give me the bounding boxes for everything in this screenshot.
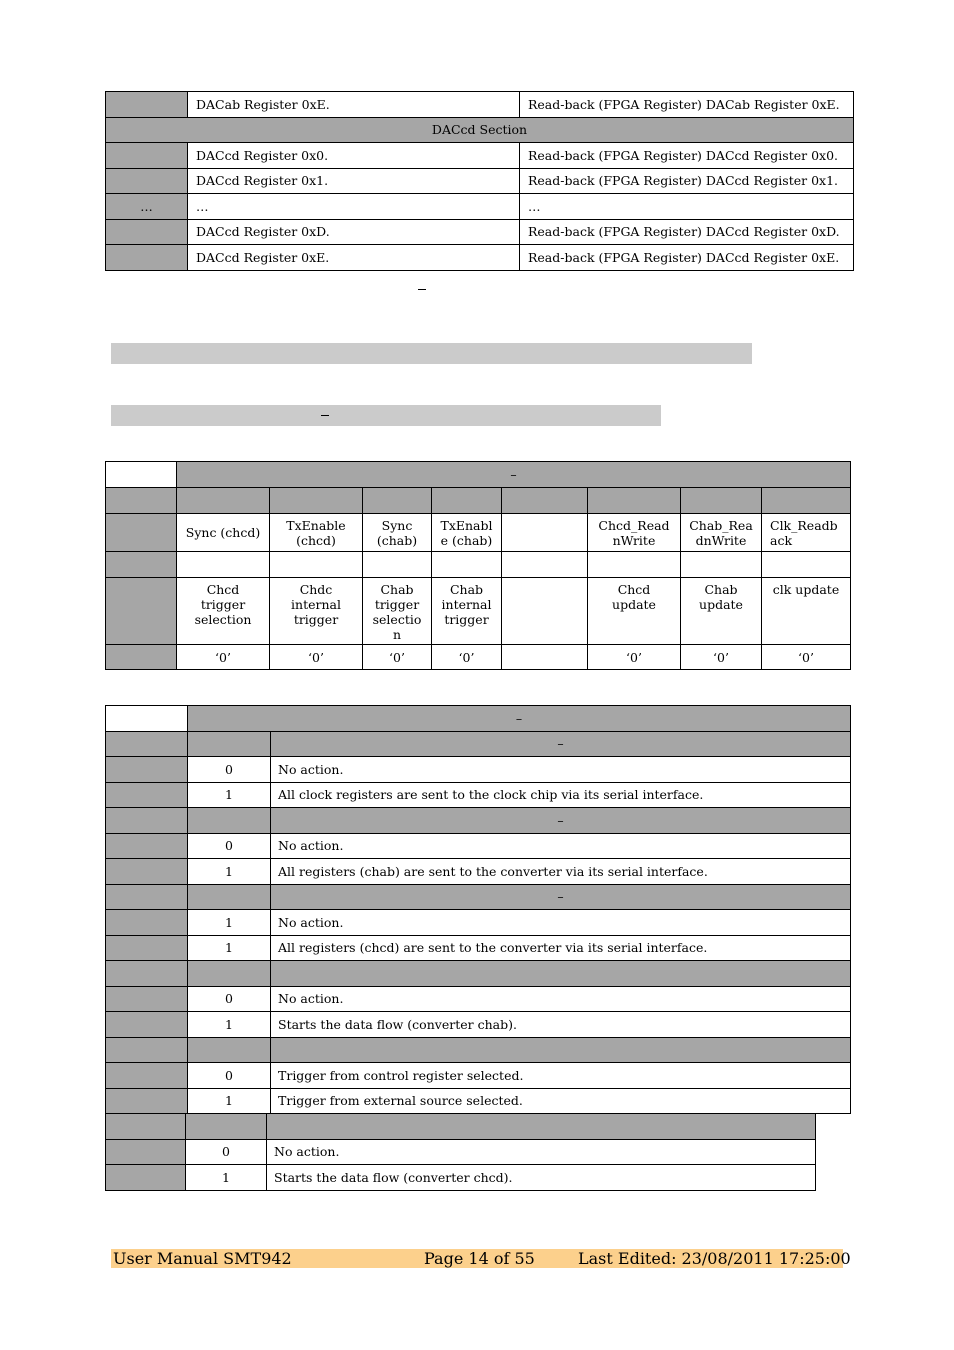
setting-description: No action. bbox=[271, 757, 851, 783]
bit-description: Chcd update bbox=[588, 578, 681, 645]
setting-value: 1 bbox=[188, 910, 271, 936]
caption-dash bbox=[418, 289, 426, 290]
row-label bbox=[106, 488, 177, 514]
setting-description: No action. bbox=[271, 833, 851, 859]
setting-value: 1 bbox=[188, 935, 271, 961]
table-row bbox=[106, 935, 851, 961]
row-label bbox=[106, 514, 177, 552]
readback-cell: Read-back (FPGA Register) DACcd Register 0xD. bbox=[520, 219, 854, 245]
setting-value: 1 bbox=[188, 782, 271, 808]
group-header-row bbox=[106, 808, 851, 834]
setting-description: Trigger from control register selected. bbox=[271, 1063, 851, 1089]
table-row bbox=[106, 245, 854, 271]
setting-value: 1 bbox=[188, 1088, 271, 1114]
address-cell bbox=[106, 92, 188, 118]
group-title bbox=[271, 961, 851, 987]
group-title bbox=[267, 1114, 816, 1140]
heading-dash bbox=[321, 415, 329, 416]
group-title: – bbox=[271, 808, 851, 834]
setting-value: 1 bbox=[188, 1012, 271, 1038]
default-value: ‘0’ bbox=[432, 645, 502, 670]
table-row bbox=[106, 782, 851, 808]
bit-settings-table bbox=[105, 705, 851, 1114]
section-heading-bar bbox=[111, 343, 752, 364]
bit-description bbox=[502, 578, 588, 645]
setting-value: 1 bbox=[186, 1165, 267, 1191]
bit-description: Chcd trigger selection bbox=[177, 578, 270, 645]
corner-cell bbox=[106, 462, 177, 488]
group-title bbox=[271, 1037, 851, 1063]
row-label bbox=[106, 645, 177, 670]
bit-name: TxEnable (chcd) bbox=[270, 514, 363, 552]
setting-description: No action. bbox=[271, 986, 851, 1012]
table-row bbox=[106, 1139, 816, 1165]
subsection-heading-bar bbox=[111, 405, 661, 426]
row-label bbox=[106, 552, 177, 578]
address-cell bbox=[106, 143, 188, 169]
group-title: – bbox=[271, 884, 851, 910]
setting-value: 0 bbox=[186, 1139, 267, 1165]
table-row bbox=[106, 1063, 851, 1089]
bit-number-row bbox=[106, 488, 851, 514]
setting-description: No action. bbox=[271, 910, 851, 936]
register-cell: DACab Register 0xE. bbox=[188, 92, 520, 118]
group-header-row bbox=[106, 961, 851, 987]
group-header-row bbox=[106, 884, 851, 910]
default-value: ‘0’ bbox=[177, 645, 270, 670]
table-row bbox=[106, 194, 854, 220]
bit-name bbox=[502, 514, 588, 552]
setting-description: All registers (chab) are sent to the converter via its serial interface. bbox=[271, 859, 851, 885]
bit-name: Chcd_Read nWrite bbox=[588, 514, 681, 552]
setting-description: Trigger from external source selected. bbox=[271, 1088, 851, 1114]
section-row bbox=[106, 117, 854, 143]
page-footer bbox=[111, 1249, 851, 1268]
group-header-row bbox=[106, 731, 851, 757]
table-row bbox=[106, 859, 851, 885]
readback-cell: Read-back (FPGA Register) DACcd Register 0x1. bbox=[520, 168, 854, 194]
address-cell: … bbox=[106, 194, 188, 220]
readback-cell: Read-back (FPGA Register) DACcd Register 0xE. bbox=[520, 245, 854, 271]
address-cell bbox=[106, 168, 188, 194]
table-row bbox=[106, 757, 851, 783]
setting-description: Starts the data flow (converter chab). bbox=[271, 1012, 851, 1038]
setting-value: 0 bbox=[188, 986, 271, 1012]
dac-register-table bbox=[105, 91, 854, 271]
corner-cell bbox=[106, 706, 188, 732]
table-row bbox=[106, 986, 851, 1012]
bit-name: Sync (chcd) bbox=[177, 514, 270, 552]
address-cell bbox=[106, 245, 188, 271]
table-row bbox=[106, 1012, 851, 1038]
setting-description: Starts the data flow (converter chcd). bbox=[267, 1165, 816, 1191]
group-header-row bbox=[106, 1114, 816, 1140]
empty-row bbox=[106, 552, 851, 578]
bit-description: Chab update bbox=[681, 578, 762, 645]
table-row bbox=[106, 143, 854, 169]
bit-description: Chab trigger selectio n bbox=[363, 578, 432, 645]
register-cell: DACcd Register 0x1. bbox=[188, 168, 520, 194]
setting-description: All clock registers are sent to the clock chip via its serial interface. bbox=[271, 782, 851, 808]
bit-name: TxEnabl e (chab) bbox=[432, 514, 502, 552]
table-row bbox=[106, 168, 854, 194]
footer-last-edited: Last Edited: 23/08/2011 17:25:00 bbox=[578, 1249, 851, 1268]
default-value bbox=[502, 645, 588, 670]
setting-description: No action. bbox=[267, 1139, 816, 1165]
readback-cell: Read-back (FPGA Register) DACcd Register 0x0. bbox=[520, 143, 854, 169]
register-cell: DACcd Register 0xD. bbox=[188, 219, 520, 245]
default-value: ‘0’ bbox=[270, 645, 363, 670]
table-row bbox=[106, 92, 854, 118]
readback-cell: … bbox=[520, 194, 854, 220]
setting-value: 0 bbox=[188, 757, 271, 783]
bit-settings-table-continued bbox=[105, 1113, 816, 1191]
register-cell: … bbox=[188, 194, 520, 220]
footer-manual-title: User Manual SMT942 bbox=[113, 1249, 292, 1268]
default-value: ‘0’ bbox=[681, 645, 762, 670]
register-title: – bbox=[177, 462, 851, 488]
bit-name: Sync (chab) bbox=[363, 514, 432, 552]
table-row bbox=[106, 219, 854, 245]
bit-description: Chdc internal trigger bbox=[270, 578, 363, 645]
table-row bbox=[106, 1088, 851, 1114]
group-header-row bbox=[106, 1037, 851, 1063]
readback-cell: Read-back (FPGA Register) DACab Register 0xE. bbox=[520, 92, 854, 118]
setting-value: 0 bbox=[188, 833, 271, 859]
bit-name: Clk_Readb ack bbox=[762, 514, 851, 552]
default-row bbox=[106, 645, 851, 670]
table-row bbox=[106, 910, 851, 936]
description-row bbox=[106, 578, 851, 645]
default-value: ‘0’ bbox=[588, 645, 681, 670]
table-title: – bbox=[188, 706, 851, 732]
setting-description: All registers (chcd) are sent to the converter via its serial interface. bbox=[271, 935, 851, 961]
footer-page-number: Page 14 of 55 bbox=[424, 1249, 535, 1268]
default-value: ‘0’ bbox=[363, 645, 432, 670]
bit-description: Chab internal trigger bbox=[432, 578, 502, 645]
setting-value: 1 bbox=[188, 859, 271, 885]
table-header-row bbox=[106, 462, 851, 488]
group-title: – bbox=[271, 731, 851, 757]
table-row bbox=[106, 1165, 816, 1191]
address-cell bbox=[106, 219, 188, 245]
setting-value: 0 bbox=[188, 1063, 271, 1089]
row-label bbox=[106, 578, 177, 645]
bit-description: clk update bbox=[762, 578, 851, 645]
register-cell: DACcd Register 0xE. bbox=[188, 245, 520, 271]
table-header-row bbox=[106, 706, 851, 732]
table-row bbox=[106, 833, 851, 859]
register-cell: DACcd Register 0x0. bbox=[188, 143, 520, 169]
control-register-bitmap bbox=[105, 461, 851, 670]
bit-name: Chab_Rea dnWrite bbox=[681, 514, 762, 552]
default-value: ‘0’ bbox=[762, 645, 851, 670]
section-title: DACcd Section bbox=[106, 117, 854, 143]
bit-name-row bbox=[106, 514, 851, 552]
